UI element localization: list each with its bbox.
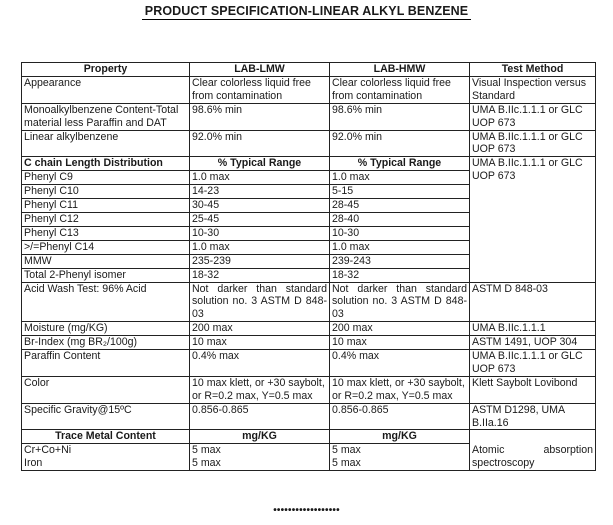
lmw-cell: 1.0 max [190,240,330,254]
hmw-cell: 18-32 [330,268,470,282]
hmw-cell: 98.6% min [330,103,470,130]
lmw-cell: 5 max [190,457,330,470]
hmw-cell: 200 max [330,322,470,336]
table-row [22,282,596,322]
method-cell: UMA B.IIc.1.1.1 or GLC UOP 673 [470,130,596,157]
table-header-row [22,63,596,77]
hmw-cell: 5 max [330,444,470,457]
document-title [0,4,613,20]
hmw-cell: 10-30 [330,226,470,240]
hmw-cell: 1.0 max [330,240,470,254]
property-cell: Color [22,376,190,403]
property-cell: Br-Index (mg BR₂/100g) [22,336,190,350]
trace-header-label: Trace Metal Content [22,430,190,444]
trace-header-lmw: mg/KG [190,430,330,444]
lmw-cell: 18-32 [190,268,330,282]
method-cell: UMA B.IIc.1.1.1 [470,322,596,336]
header-test-method: Test Method [470,63,596,77]
chain-header-label: C chain Length Distribution [22,157,190,171]
hmw-cell: 0.4% max [330,350,470,377]
hmw-cell: 239-243 [330,254,470,268]
lmw-cell: 1.0 max [190,171,330,185]
property-cell: Iron [22,457,190,470]
table-row [22,350,596,377]
header-lab-lmw: LAB-LMW [190,63,330,77]
property-cell: Acid Wash Test: 96% Acid [22,282,190,322]
table-row [22,322,596,336]
property-cell: Paraffin Content [22,350,190,377]
trace-header-hmw: mg/KG [330,430,470,444]
trace-method-cell: Atomic absorption spectroscopy [470,430,596,471]
header-property: Property [22,63,190,77]
hmw-cell: 5 max [330,457,470,470]
method-cell: ASTM D 848-03 [470,282,596,322]
hmw-cell: 1.0 max [330,171,470,185]
property-cell: Phenyl C12 [22,212,190,226]
lmw-cell: 14-23 [190,185,330,199]
document-title-text: PRODUCT SPECIFICATION-LINEAR ALKYL BENZENE [142,4,471,20]
table-row [22,403,596,430]
lmw-cell: 98.6% min [190,103,330,130]
chain-header-row [22,157,596,171]
hmw-cell: 5-15 [330,185,470,199]
lmw-cell: 200 max [190,322,330,336]
hmw-cell: 10 max [330,336,470,350]
property-cell: Phenyl C10 [22,185,190,199]
lmw-cell: Clear colorless liquid free from contamination [190,76,330,103]
method-cell: ASTM 1491, UOP 304 [470,336,596,350]
lmw-cell: 10 max [190,336,330,350]
hmw-cell: 28-45 [330,199,470,213]
specification-table [21,62,596,471]
property-cell: Phenyl C13 [22,226,190,240]
footer-dots: •••••••••••••••••• [273,505,340,516]
method-cell: Klett Saybolt Lovibond [470,376,596,403]
hmw-cell: 0.856-0.865 [330,403,470,430]
lmw-cell: 92.0% min [190,130,330,157]
chain-header-hmw: % Typical Range [330,157,470,171]
hmw-cell: 28-40 [330,212,470,226]
property-cell: Appearance [22,76,190,103]
table-row [22,336,596,350]
hmw-cell: Not darker than standard solution no. 3 ASTM D 848-03 [330,282,470,322]
lmw-cell: 30-45 [190,199,330,213]
property-cell: Specific Gravity@15ºC [22,403,190,430]
hmw-cell: Clear colorless liquid free from contamination [330,76,470,103]
method-cell: UMA B.IIc.1.1.1 or GLC UOP 673 [470,350,596,377]
table-row [22,103,596,130]
chain-header-lmw: % Typical Range [190,157,330,171]
property-cell: >/=Phenyl C14 [22,240,190,254]
lmw-cell: 235-239 [190,254,330,268]
table-row [22,76,596,103]
hmw-cell: 92.0% min [330,130,470,157]
lmw-cell: 0.856-0.865 [190,403,330,430]
lmw-cell: 10-30 [190,226,330,240]
lmw-cell: 25-45 [190,212,330,226]
chain-method-cell: UMA B.IIc.1.1.1 or GLC UOP 673 [470,157,596,282]
property-cell: MMW [22,254,190,268]
table-row [22,376,596,403]
property-cell: Cr+Co+Ni [22,444,190,457]
property-cell: Linear alkylbenzene [22,130,190,157]
method-cell: ASTM D1298, UMA B.IIa.16 [470,403,596,430]
hmw-cell: 10 max klett, or +30 saybolt, or R=0.2 max, Y=0.5 max [330,376,470,403]
property-cell: Monoalkylbenzene Content-Total material less Paraffin and DAT [22,103,190,130]
method-cell: UMA B.IIc.1.1.1 or GLC UOP 673 [470,103,596,130]
property-cell: Phenyl C11 [22,199,190,213]
header-lab-hmw: LAB-HMW [330,63,470,77]
lmw-cell: 0.4% max [190,350,330,377]
table-row [22,130,596,157]
trace-header-row [22,430,596,444]
method-cell: Visual Inspection versus Standard [470,76,596,103]
property-cell: Total 2-Phenyl isomer [22,268,190,282]
lmw-cell: 5 max [190,444,330,457]
lmw-cell: 10 max klett, or +30 saybolt, or R=0.2 max, Y=0.5 max [190,376,330,403]
property-cell: Phenyl C9 [22,171,190,185]
lmw-cell: Not darker than standard solution no. 3 ASTM D 848-03 [190,282,330,322]
property-cell: Moisture (mg/KG) [22,322,190,336]
